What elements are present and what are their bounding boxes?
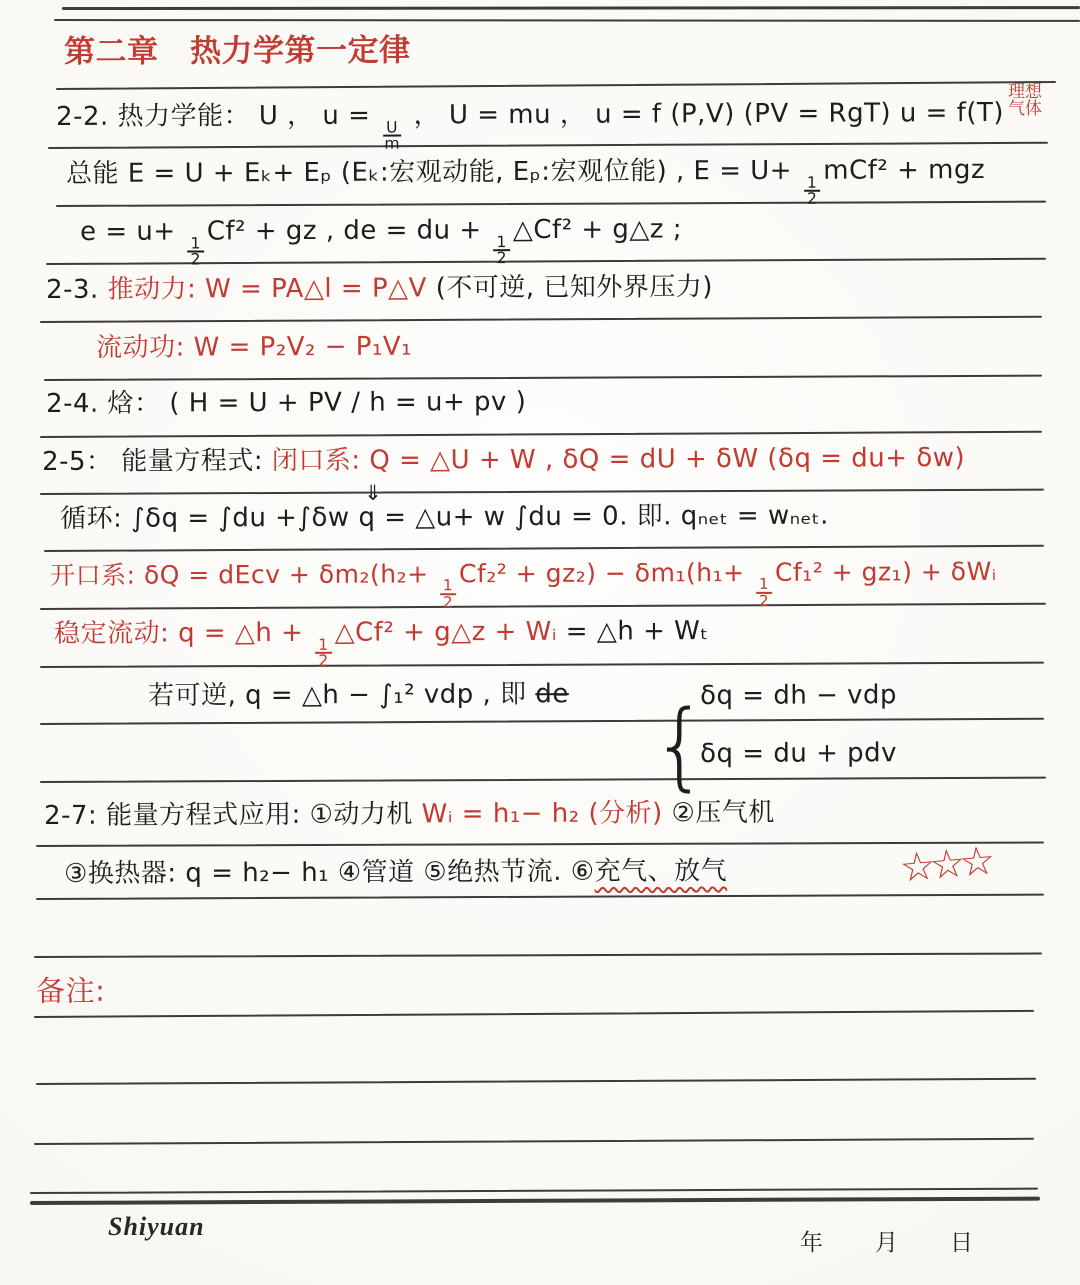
- note-segment: 推动力: W = PA△l = P△V: [107, 273, 436, 305]
- note-dq-du-pdv: [700, 739, 897, 768]
- note-sec-2-5-energy-equation: [42, 444, 965, 476]
- note-chapter-title: [64, 34, 411, 69]
- note-importance-stars: [898, 840, 991, 891]
- date-field-label: 年 月 日: [800, 1230, 975, 1256]
- note-segment: (不可逆, 已知外界压力): [435, 272, 714, 304]
- note-segment: $\frac{U}{m}$: [384, 118, 401, 153]
- note-sec-2-3-pushing-work: [46, 273, 713, 304]
- ruled-line: [44, 375, 1042, 381]
- note-segment: 充气、放气: [594, 856, 728, 887]
- note-segment: △Cf² + g△z ;: [512, 214, 683, 246]
- note-segment: Cf₁² + gz₁) + δWᵢ: [774, 556, 997, 587]
- note-segment: $\frac{1}{2}$: [187, 236, 204, 268]
- note-segment: 稳定流动: q = △h +: [53, 617, 313, 649]
- note-segment: 闭口系: Q = △U + W , δQ = dU + δW (δq = du+ δw): [271, 442, 966, 476]
- ruled-line: [36, 841, 1044, 847]
- note-remarks-label: [35, 973, 106, 1008]
- note-segment: 2-7: 能量方程式应用: ①动力机: [43, 799, 422, 831]
- note-segment: Cf₂² + gz₂) − δm₁(h₁+: [458, 557, 754, 589]
- note-segment: q = △u+ w: [349, 502, 506, 533]
- note-applications-row-2: [64, 857, 727, 888]
- note-steady-flow-equation: [54, 617, 709, 670]
- note-segment: ③换热器: q = h₂− h₁ ④管道 ⑤绝热节流. ⑥: [63, 856, 595, 889]
- note-segment: ⇓: [363, 480, 383, 505]
- note-segment: ∫du = 0. 即. qₙₑₜ = wₙₑₜ.: [505, 500, 829, 533]
- note-segment: δq = dh − vdp: [699, 680, 898, 711]
- note-segment: 2-4. 焓： ( H = U + PV / h = u+ pv ): [45, 386, 527, 419]
- ruled-line: [54, 19, 1080, 22]
- note-segment: e = u+: [79, 216, 185, 247]
- ruled-line: [44, 545, 1044, 552]
- note-segment: 总能 E = U + Eₖ+ Eₚ (Eₖ:宏观动能, Eₚ:宏观位能) , E = U+: [65, 155, 801, 189]
- note-segment: 2-2. 热力学能： U ， u =: [55, 100, 380, 132]
- ruled-line: [40, 777, 1046, 783]
- ruled-line: [36, 894, 1044, 900]
- ruled-line: [36, 1078, 1036, 1085]
- note-open-system-equation: [50, 558, 997, 611]
- note-segment: 第二章 热力学第一定律: [63, 32, 411, 70]
- note-sec-2-2-thermo-energy: [56, 99, 1004, 153]
- note-segment: 循环: ∫δq = ∫du +∫δw: [59, 502, 350, 534]
- note-segment: δq = du + pdv: [699, 738, 898, 769]
- note-segment: 气体: [1008, 99, 1042, 119]
- note-segment: mCf² + mgz: [823, 154, 986, 186]
- note-dq-dh-vdp: [700, 681, 897, 710]
- note-reversible-equation: [148, 680, 569, 710]
- ruled-line: [56, 81, 1056, 90]
- ruled-line: [40, 431, 1042, 438]
- paper-brand-logo: Shiyuan: [108, 1212, 205, 1241]
- note-segment: 开口系: δQ = dEcv + δm₂(h₂+: [49, 559, 438, 590]
- note-segment: $\frac{1}{2}$: [493, 235, 510, 267]
- ruled-line: [62, 6, 1080, 9]
- note-segment: $\frac{1}{2}$: [756, 577, 772, 608]
- note-segment: $\frac{1}{2}$: [315, 637, 332, 669]
- note-segment: $\frac{1}{2}$: [804, 175, 821, 207]
- ruled-line: [34, 1138, 1034, 1145]
- ruled-line: [40, 316, 1042, 323]
- note-total-energy: [66, 156, 985, 210]
- ruled-line: [30, 1197, 1040, 1205]
- note-segment: de: [535, 679, 569, 710]
- note-specific-energy: [80, 215, 682, 268]
- note-sec-2-7-applications: [44, 799, 775, 830]
- note-segment: 理想: [1008, 82, 1042, 102]
- note-segment: = △h + Wₜ: [556, 616, 709, 647]
- note-segment: Cf² + gz , de = du +: [206, 215, 491, 247]
- note-segment: 2-3.: [45, 274, 108, 305]
- note-segment: △Cf² + g△z + Wᵢ: [334, 616, 558, 648]
- note-cycle-equation: [60, 502, 829, 533]
- note-segment: Wᵢ = h₁− h₂ (分析): [421, 798, 663, 830]
- note-segment: $\frac{1}{2}$: [440, 578, 456, 609]
- ruled-line: [34, 1010, 1034, 1018]
- ruled-line: [40, 489, 1044, 495]
- note-segment: {: [652, 689, 709, 801]
- note-segment: 2-5： 能量方程式:: [41, 445, 272, 477]
- note-segment: ， U = mu ， u = f (P,V) (PV = RgT) u = f(T): [404, 97, 1005, 131]
- note-segment: 流动功: W = P₂V₂ − P₁V₁: [95, 331, 413, 363]
- note-cycle-arrow: [364, 482, 382, 505]
- note-flow-work: [96, 333, 412, 362]
- ruled-line: [34, 952, 1042, 958]
- note-margin-note-ideal-gas: [1008, 84, 1042, 118]
- ruled-line: [40, 718, 1044, 725]
- note-segment: 若可逆, q = △h − ∫₁² vdp , 即: [147, 679, 536, 711]
- ruled-line: [30, 1188, 1038, 1194]
- note-segment: 备注:: [35, 973, 106, 1008]
- note-segment: ☆☆☆: [897, 838, 992, 892]
- note-sec-2-4-enthalpy: [46, 388, 526, 418]
- note-segment: ②压气机: [662, 797, 775, 829]
